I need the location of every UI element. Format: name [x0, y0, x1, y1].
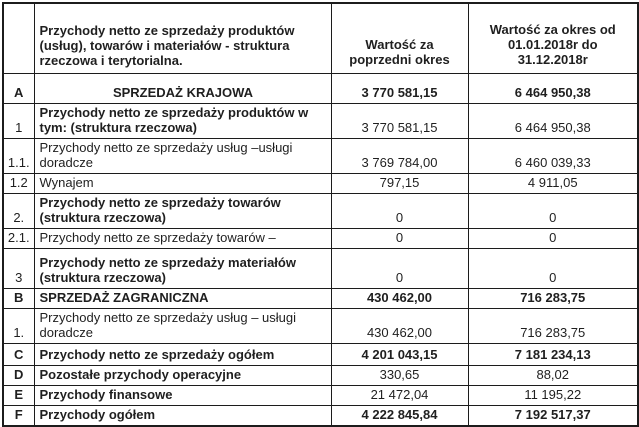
row-label-cell: 2. — [3, 193, 34, 228]
row-previous-value-cell: 21 472,04 — [331, 385, 468, 405]
row-current-value-cell: 6 464 950,38 — [468, 73, 638, 103]
row-description-cell: Przychody netto ze sprzedaży materiałów (struktura rzeczowa) — [34, 248, 331, 288]
row-current-value-cell: 7 181 234,13 — [468, 343, 638, 365]
row-label-cell: 1 — [3, 103, 34, 138]
table-row — [3, 248, 638, 288]
row-description-cell: Przychody netto ze sprzedaży produktów w tym: (struktura rzeczowa) — [34, 103, 331, 138]
row-previous-value-cell: 4 201 043,15 — [331, 343, 468, 365]
row-label-cell: B — [3, 288, 34, 308]
row-previous-value-cell: 3 770 581,15 — [331, 73, 468, 103]
row-description-cell: Pozostałe przychody operacyjne — [34, 365, 331, 385]
row-previous-value-cell: 3 770 581,15 — [331, 103, 468, 138]
header-current-period-cell: Wartość za okres od 01.01.2018r do 31.12.2018r — [468, 3, 638, 73]
row-current-value-cell: 88,02 — [468, 365, 638, 385]
row-current-value-cell: 0 — [468, 193, 638, 228]
row-description-cell: Przychody netto ze sprzedaży ogółem — [34, 343, 331, 365]
table-row — [3, 365, 638, 385]
revenue-breakdown-table — [2, 2, 639, 427]
table-row — [3, 73, 638, 103]
row-current-value-cell: 0 — [468, 248, 638, 288]
row-label-cell: 1.1. — [3, 138, 34, 173]
header-description-cell: Przychody netto ze sprzedaży produktów (usług), towarów i materiałów - struktura rzeczowa i terytorialna. — [34, 3, 331, 73]
row-previous-value-cell: 430 462,00 — [331, 288, 468, 308]
row-previous-value-cell: 0 — [331, 193, 468, 228]
row-current-value-cell: 716 283,75 — [468, 288, 638, 308]
row-previous-value-cell: 330,65 — [331, 365, 468, 385]
row-label-cell: C — [3, 343, 34, 365]
row-previous-value-cell: 3 769 784,00 — [331, 138, 468, 173]
table-row — [3, 343, 638, 365]
table-row — [3, 308, 638, 343]
row-label-cell: 3 — [3, 248, 34, 288]
row-previous-value-cell: 4 222 845,84 — [331, 405, 468, 426]
row-description-cell: SPRZEDAŻ KRAJOWA — [34, 73, 331, 103]
row-current-value-cell: 716 283,75 — [468, 308, 638, 343]
row-current-value-cell: 7 192 517,37 — [468, 405, 638, 426]
row-label-cell: 1. — [3, 308, 34, 343]
row-label-cell: 2.1. — [3, 228, 34, 248]
table-body — [3, 73, 638, 426]
row-description-cell: Przychody netto ze sprzedaży towarów (struktura rzeczowa) — [34, 193, 331, 228]
table-row — [3, 193, 638, 228]
table-row — [3, 288, 638, 308]
row-previous-value-cell: 430 462,00 — [331, 308, 468, 343]
header-row — [3, 3, 638, 73]
table-row — [3, 405, 638, 426]
row-previous-value-cell: 0 — [331, 228, 468, 248]
row-description-cell: Przychody netto ze sprzedaży usług –usługi doradcze — [34, 138, 331, 173]
row-current-value-cell: 6 460 039,33 — [468, 138, 638, 173]
row-current-value-cell: 11 195,22 — [468, 385, 638, 405]
table-row — [3, 138, 638, 173]
row-label-cell: A — [3, 73, 34, 103]
row-current-value-cell: 6 464 950,38 — [468, 103, 638, 138]
table-header — [3, 3, 638, 73]
row-label-cell: D — [3, 365, 34, 385]
header-previous-period-cell: Wartość za poprzedni okres — [331, 3, 468, 73]
row-current-value-cell: 0 — [468, 228, 638, 248]
row-description-cell: Przychody netto ze sprzedaży towarów – — [34, 228, 331, 248]
row-description-cell: Przychody netto ze sprzedaży usług – usługi doradcze — [34, 308, 331, 343]
row-description-cell: Przychody ogółem — [34, 405, 331, 426]
header-label-cell — [3, 3, 34, 73]
row-previous-value-cell: 0 — [331, 248, 468, 288]
row-label-cell: 1.2 — [3, 173, 34, 193]
table-row — [3, 228, 638, 248]
row-description-cell: SPRZEDAŻ ZAGRANICZNA — [34, 288, 331, 308]
row-description-cell: Przychody finansowe — [34, 385, 331, 405]
row-label-cell: E — [3, 385, 34, 405]
table-row — [3, 385, 638, 405]
row-current-value-cell: 4 911,05 — [468, 173, 638, 193]
table-row — [3, 103, 638, 138]
row-label-cell: F — [3, 405, 34, 426]
row-description-cell: Wynajem — [34, 173, 331, 193]
table-row — [3, 173, 638, 193]
row-previous-value-cell: 797,15 — [331, 173, 468, 193]
